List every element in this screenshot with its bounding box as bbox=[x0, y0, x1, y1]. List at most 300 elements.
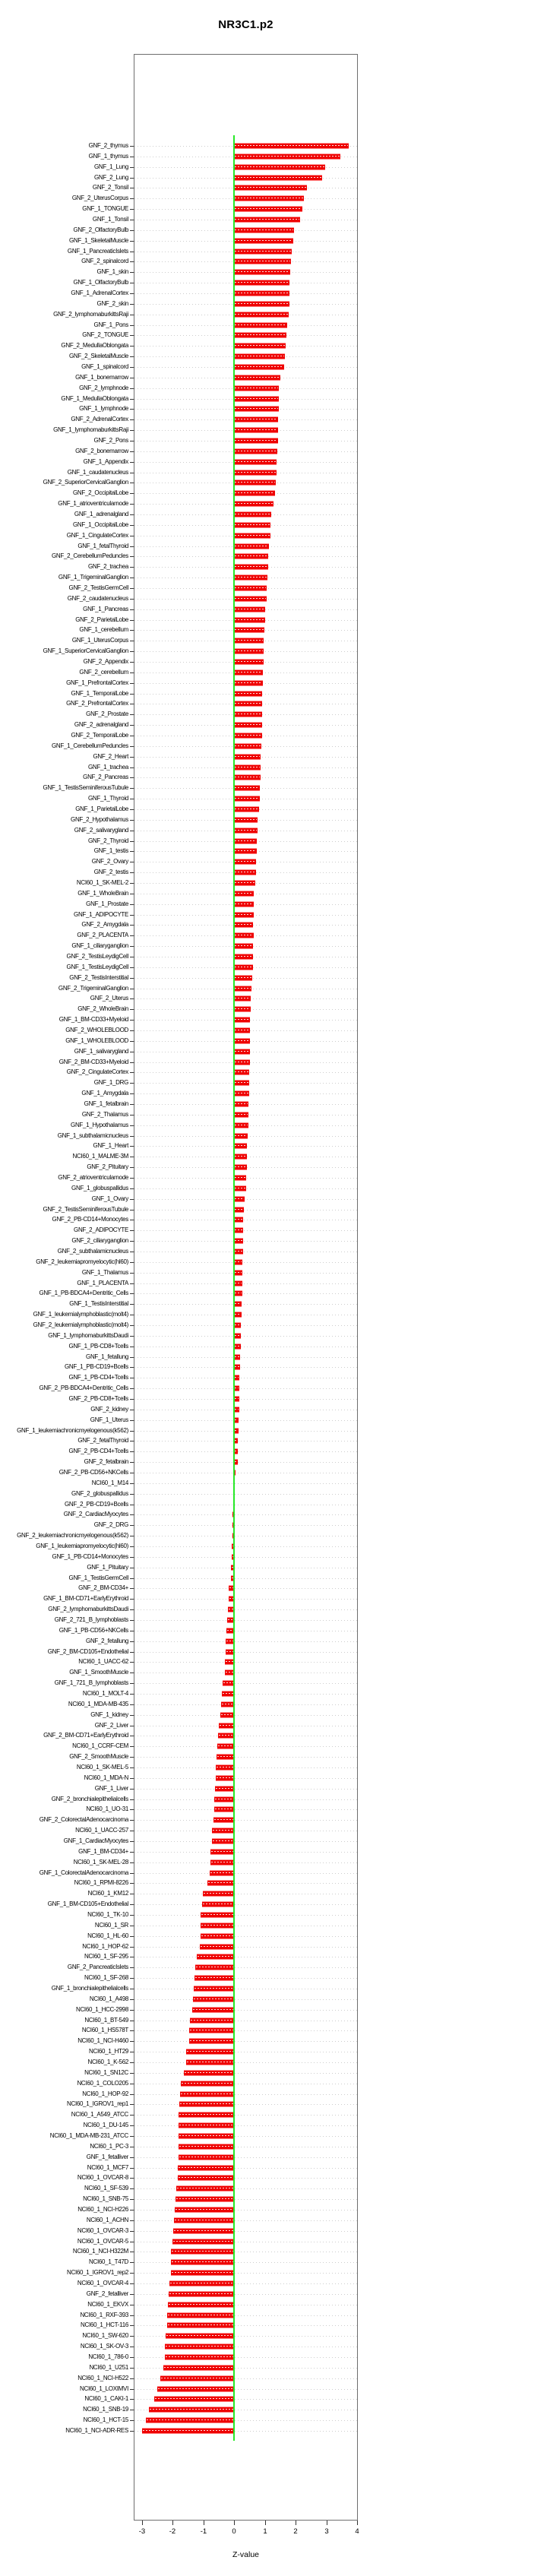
category-label: GNF_1_DRG bbox=[93, 1079, 128, 1087]
bar bbox=[234, 806, 259, 812]
category-label: GNF_1_thymus bbox=[88, 152, 128, 160]
bar bbox=[234, 606, 264, 612]
bar bbox=[234, 1354, 240, 1360]
category-label: GNF_2_lymphnode bbox=[79, 384, 128, 391]
bar bbox=[234, 269, 290, 275]
y-tick bbox=[130, 1778, 134, 1779]
gridline bbox=[134, 2231, 357, 2232]
category-label: GNF_2_TestisGermCell bbox=[68, 584, 128, 591]
bar bbox=[234, 711, 262, 717]
category-label: GNF_2_atrioventricularnode bbox=[58, 1173, 128, 1181]
y-tick bbox=[130, 1020, 134, 1021]
bar bbox=[186, 2049, 234, 2055]
bar bbox=[179, 2144, 235, 2150]
bar bbox=[234, 680, 263, 686]
y-tick bbox=[130, 261, 134, 262]
y-tick bbox=[130, 1757, 134, 1758]
bar bbox=[201, 1923, 234, 1929]
category-label: NCI60_1_HL-60 bbox=[87, 1932, 128, 1939]
category-label: GNF_1_Pons bbox=[93, 321, 128, 328]
bar bbox=[234, 364, 283, 370]
category-label: GNF_1_spinalcord bbox=[81, 362, 128, 370]
gridline bbox=[134, 1978, 357, 1979]
bar bbox=[234, 733, 262, 739]
category-label: GNF_2_fetalliver bbox=[86, 2290, 128, 2297]
bar bbox=[169, 2280, 235, 2286]
y-tick bbox=[130, 356, 134, 357]
y-tick bbox=[130, 1104, 134, 1105]
y-tick bbox=[130, 1494, 134, 1495]
category-label: GNF_2_CingulateCortex bbox=[66, 1068, 128, 1076]
y-tick bbox=[130, 2010, 134, 2011]
y-tick bbox=[130, 1188, 134, 1189]
gridline bbox=[134, 1778, 357, 1779]
y-tick bbox=[130, 2399, 134, 2400]
y-tick bbox=[130, 1978, 134, 1979]
bar bbox=[234, 227, 293, 233]
bar bbox=[184, 2070, 234, 2076]
category-label: GNF_1_TemporalLobe bbox=[71, 689, 128, 697]
x-tick-label: 2 bbox=[293, 2527, 298, 2536]
category-label: NCI60_1_SF-268 bbox=[84, 1974, 128, 1982]
y-tick bbox=[130, 209, 134, 210]
gridline bbox=[134, 1462, 357, 1463]
gridline bbox=[134, 1809, 357, 1810]
y-tick bbox=[130, 2378, 134, 2379]
y-tick bbox=[130, 198, 134, 199]
y-tick bbox=[130, 493, 134, 494]
bar bbox=[234, 1080, 249, 1086]
y-tick bbox=[130, 1578, 134, 1579]
bar bbox=[171, 2248, 234, 2255]
category-label: NCI60_1_HT29 bbox=[89, 2048, 128, 2055]
bar bbox=[234, 238, 293, 244]
y-tick bbox=[130, 1125, 134, 1126]
bar bbox=[178, 2165, 234, 2171]
x-tick bbox=[357, 2521, 358, 2525]
bar bbox=[234, 828, 257, 834]
bar bbox=[234, 143, 349, 149]
category-label: NCI60_1_T47D bbox=[89, 2258, 128, 2266]
y-tick bbox=[130, 1841, 134, 1842]
gridline bbox=[134, 1199, 357, 1200]
chart-title: NR3C1.p2 bbox=[218, 18, 274, 31]
gridline bbox=[134, 2273, 357, 2274]
y-tick bbox=[130, 1336, 134, 1337]
category-label: GNF_2_Heart bbox=[93, 752, 128, 760]
category-label: GNF_1_testis bbox=[93, 847, 128, 855]
gridline bbox=[134, 1399, 357, 1400]
category-label: GNF_2_DRG bbox=[93, 1521, 128, 1529]
bar bbox=[194, 1975, 234, 1981]
y-tick bbox=[130, 272, 134, 273]
y-tick bbox=[130, 230, 134, 231]
y-tick bbox=[130, 1873, 134, 1874]
category-label: GNF_1_ciliaryganglion bbox=[71, 942, 128, 950]
category-label: NCI60_1_BT-549 bbox=[84, 2016, 128, 2024]
y-tick bbox=[130, 746, 134, 747]
y-tick bbox=[130, 1030, 134, 1031]
category-label: GNF_1_PB-CD14+Monocytes bbox=[52, 1552, 128, 1560]
y-tick bbox=[130, 1546, 134, 1547]
y-tick bbox=[130, 556, 134, 557]
bar bbox=[234, 1196, 245, 1202]
y-tick bbox=[130, 146, 134, 147]
category-label: GNF_1_Thyroid bbox=[87, 795, 128, 802]
bar bbox=[210, 1859, 234, 1866]
bar bbox=[234, 764, 261, 771]
bar bbox=[234, 448, 277, 454]
category-label: GNF_1_subthalamicnucleus bbox=[57, 1131, 128, 1139]
category-label: GNF_1_fetalliver bbox=[86, 2153, 128, 2160]
category-label: GNF_2_Thalamus bbox=[81, 1110, 128, 1118]
y-tick bbox=[130, 1146, 134, 1147]
y-tick bbox=[130, 683, 134, 684]
y-tick bbox=[130, 1652, 134, 1653]
bar bbox=[234, 175, 322, 181]
category-label: GNF_1_TestisGermCell bbox=[68, 1574, 128, 1581]
category-label: GNF_1_PancreaticIslets bbox=[67, 247, 128, 255]
bar bbox=[167, 2322, 235, 2328]
category-label: GNF_1_BM-CD71+EarlyErythroid bbox=[43, 1595, 128, 1603]
gridline bbox=[134, 1367, 357, 1368]
x-tick bbox=[234, 2521, 235, 2525]
bar bbox=[234, 1207, 244, 1213]
category-label: GNF_2_Lung bbox=[93, 173, 128, 181]
bar bbox=[234, 1248, 243, 1255]
gridline bbox=[134, 1304, 357, 1305]
category-label: NCI60_1_HCT-15 bbox=[83, 2416, 128, 2424]
category-label: GNF_2_cerebellum bbox=[79, 668, 128, 676]
bar bbox=[234, 258, 290, 264]
bar bbox=[214, 1796, 234, 1802]
bar bbox=[234, 617, 264, 623]
y-tick bbox=[130, 514, 134, 515]
gridline bbox=[134, 1620, 357, 1621]
gridline bbox=[134, 1293, 357, 1294]
category-label: GNF_1_SkeletalMuscle bbox=[68, 236, 128, 244]
category-label: GNF_2_TestisInterstitial bbox=[69, 973, 128, 981]
y-tick bbox=[130, 1230, 134, 1231]
x-tick-label: -3 bbox=[138, 2527, 146, 2536]
bar bbox=[234, 891, 254, 897]
bar bbox=[171, 2270, 235, 2276]
gridline bbox=[134, 2073, 357, 2074]
bar bbox=[234, 1375, 239, 1381]
y-tick bbox=[130, 2431, 134, 2432]
bar bbox=[179, 2122, 234, 2128]
y-tick bbox=[130, 1936, 134, 1937]
bar bbox=[168, 2302, 234, 2308]
y-tick bbox=[130, 1388, 134, 1389]
category-label: NCI60_1_MOLT-4 bbox=[82, 1689, 128, 1697]
y-tick bbox=[130, 1704, 134, 1705]
bar bbox=[234, 1280, 242, 1286]
y-tick bbox=[130, 409, 134, 410]
gridline bbox=[134, 1820, 357, 1821]
category-label: GNF_1_BM-CD105+Endothelial bbox=[47, 1900, 128, 1908]
category-label: GNF_1_Pancreas bbox=[83, 605, 128, 612]
category-label: GNF_1_TONGUE bbox=[82, 205, 128, 213]
y-tick bbox=[130, 588, 134, 589]
category-label: GNF_2_BM-CD71+EarlyErythroid bbox=[43, 1732, 128, 1739]
bar bbox=[173, 2228, 234, 2234]
bar bbox=[181, 2081, 234, 2087]
category-label: NCI60_1_LOXIMVI bbox=[80, 2385, 128, 2392]
category-label: GNF_1_PrefrontalCortex bbox=[66, 679, 128, 686]
bar bbox=[167, 2312, 234, 2318]
category-label: GNF_2_lymphomaburkittsRaji bbox=[53, 310, 128, 318]
y-tick bbox=[130, 2178, 134, 2179]
gridline bbox=[134, 2094, 357, 2095]
category-label: GNF_2_BM-CD33+Myeloid bbox=[58, 1058, 128, 1065]
bar bbox=[234, 353, 285, 359]
gridline bbox=[134, 2168, 357, 2169]
category-label: GNF_2_BM-CD34+ bbox=[78, 1584, 128, 1592]
gridline bbox=[134, 1420, 357, 1421]
category-label: GNF_1_ParietalLobe bbox=[75, 805, 128, 812]
y-tick bbox=[130, 1799, 134, 1800]
bar bbox=[234, 1322, 241, 1328]
bar bbox=[222, 1691, 234, 1697]
bar bbox=[189, 2038, 234, 2044]
x-tick-label: 0 bbox=[232, 2527, 236, 2536]
bar bbox=[174, 2217, 235, 2223]
y-tick bbox=[130, 546, 134, 547]
category-label: NCI60_1_MDA-MB-231_ATCC bbox=[49, 2131, 128, 2139]
bar bbox=[234, 1227, 243, 1233]
bar bbox=[234, 1270, 242, 1276]
y-tick bbox=[130, 1241, 134, 1242]
bar bbox=[234, 912, 254, 918]
bar bbox=[165, 2343, 234, 2350]
y-tick bbox=[130, 694, 134, 695]
bar bbox=[169, 2291, 234, 2297]
bar bbox=[234, 975, 252, 981]
y-tick bbox=[130, 1525, 134, 1526]
gridline bbox=[134, 1357, 357, 1358]
y-tick bbox=[130, 1641, 134, 1642]
category-label: GNF_1_TrigeminalGanglion bbox=[58, 574, 128, 581]
gridline bbox=[134, 2136, 357, 2137]
category-label: NCI60_1_OVCAR-3 bbox=[77, 2226, 128, 2234]
category-label: GNF_2_caudatenucleus bbox=[67, 594, 128, 602]
gridline bbox=[134, 2220, 357, 2221]
category-label: GNF_1_skin bbox=[96, 268, 128, 276]
y-tick bbox=[130, 851, 134, 852]
category-label: GNF_1_Pituitary bbox=[87, 1563, 128, 1571]
category-label: NCI60_1_A549_ATCC bbox=[71, 2111, 128, 2119]
category-label: GNF_1_OccipitalLobe bbox=[72, 521, 128, 528]
bar bbox=[190, 2017, 234, 2024]
bar bbox=[195, 1964, 235, 1970]
category-label: NCI60_1_SR bbox=[94, 1921, 128, 1929]
gridline bbox=[134, 1947, 357, 1948]
category-label: GNF_1_PB-BDCA4+Dentritic_Cells bbox=[39, 1290, 128, 1297]
category-label: GNF_2_adrenalgland bbox=[74, 721, 128, 729]
bar bbox=[234, 1333, 240, 1339]
gridline bbox=[134, 1273, 357, 1274]
bar bbox=[160, 2375, 234, 2381]
gridline bbox=[134, 1546, 357, 1547]
category-label: GNF_2_Pons bbox=[93, 436, 128, 444]
y-tick bbox=[130, 346, 134, 347]
bar bbox=[234, 1112, 248, 1118]
category-label: GNF_1_kidney bbox=[90, 1710, 128, 1718]
bar bbox=[234, 1143, 247, 1149]
category-label: GNF_2_UterusCorpus bbox=[71, 195, 128, 202]
plot-area bbox=[134, 54, 358, 2521]
gridline bbox=[134, 2157, 357, 2158]
category-label: NCI60_1_MDA-MB-435 bbox=[68, 1700, 128, 1707]
category-label: NCI60_1_EKVX bbox=[87, 2300, 128, 2308]
bar bbox=[234, 964, 252, 970]
category-label: GNF_1_BM-CD34+ bbox=[78, 1847, 128, 1855]
bar bbox=[234, 785, 260, 791]
category-label: GNF_2_Thyroid bbox=[87, 837, 128, 844]
y-tick bbox=[130, 651, 134, 652]
category-label: NCI60_1_RPMI-8226 bbox=[74, 1879, 128, 1887]
gridline bbox=[134, 1599, 357, 1600]
category-label: NCI60_1_786-0 bbox=[88, 2353, 128, 2360]
bar bbox=[234, 995, 251, 1002]
category-label: GNF_2_spinalcord bbox=[81, 258, 128, 265]
category-label: GNF_2_PLACENTA bbox=[77, 932, 128, 939]
category-label: NCI60_1_MALME-3M bbox=[72, 1153, 128, 1160]
bar bbox=[179, 2101, 234, 2107]
category-label: GNF_1_Liver bbox=[94, 1784, 128, 1792]
bar bbox=[234, 1049, 249, 1055]
y-tick bbox=[130, 1431, 134, 1432]
category-label: GNF_1_Appendix bbox=[83, 457, 128, 465]
category-label: GNF_1_fetalThyroid bbox=[77, 542, 128, 549]
bar bbox=[234, 185, 307, 191]
category-label: GNF_2_PB-CD19+Bcells bbox=[64, 1500, 128, 1508]
y-tick bbox=[130, 935, 134, 936]
category-label: GNF_2_fetalThyroid bbox=[77, 1437, 128, 1445]
category-label: NCI60_1_NCI-ADR-RES bbox=[65, 2426, 128, 2434]
category-label: GNF_2_TONGUE bbox=[82, 331, 128, 339]
gridline bbox=[134, 1746, 357, 1747]
bar bbox=[234, 659, 263, 665]
category-label: GNF_2_leukemiachronicmyelogenous(k562) bbox=[17, 1532, 128, 1540]
bar bbox=[234, 280, 289, 286]
bar bbox=[175, 2196, 234, 2202]
y-tick bbox=[130, 925, 134, 926]
category-label: GNF_2_PB-CD4+Tcells bbox=[68, 1448, 128, 1455]
category-label: GNF_1_Prostate bbox=[86, 900, 128, 907]
category-label: GNF_1_MedullaOblongata bbox=[61, 394, 128, 402]
category-label: NCI60_1_M14 bbox=[91, 1479, 128, 1486]
bar bbox=[207, 1880, 234, 1886]
y-tick bbox=[130, 1399, 134, 1400]
bar bbox=[176, 2185, 234, 2191]
bar bbox=[234, 848, 257, 854]
y-tick bbox=[130, 946, 134, 947]
gridline bbox=[134, 1873, 357, 1874]
y-tick bbox=[130, 2389, 134, 2390]
category-label: GNF_2_Pituitary bbox=[87, 1163, 128, 1171]
y-tick bbox=[130, 1136, 134, 1137]
gridline bbox=[134, 2030, 357, 2031]
y-tick bbox=[130, 883, 134, 884]
gridline bbox=[134, 1852, 357, 1853]
category-label: GNF_1_trachea bbox=[87, 763, 128, 771]
bar bbox=[234, 522, 270, 528]
y-tick bbox=[130, 2283, 134, 2284]
category-label: GNF_2_AdrenalCortex bbox=[71, 416, 128, 423]
bar bbox=[234, 754, 261, 760]
gridline bbox=[134, 1757, 357, 1758]
bar bbox=[234, 501, 274, 507]
y-tick bbox=[130, 777, 134, 778]
category-label: NCI60_1_COLO205 bbox=[77, 2079, 128, 2087]
category-label: GNF_1_Amygdala bbox=[81, 1090, 128, 1097]
gridline bbox=[134, 1862, 357, 1863]
bar bbox=[234, 838, 257, 844]
y-tick bbox=[130, 367, 134, 368]
category-label: GNF_1_cerebellum bbox=[79, 626, 128, 634]
category-label: NCI60_1_HS578T bbox=[81, 2027, 128, 2034]
bar bbox=[234, 986, 251, 992]
category-label: GNF_2_skin bbox=[96, 299, 128, 307]
category-label: GNF_1_721_B_lymphoblasts bbox=[54, 1679, 128, 1687]
category-label: GNF_1_Heart bbox=[93, 1142, 128, 1150]
bar bbox=[234, 954, 252, 960]
category-label: GNF_2_ADIPOCYTE bbox=[74, 1226, 128, 1234]
y-tick bbox=[130, 2273, 134, 2274]
bar bbox=[234, 153, 340, 160]
gridline bbox=[134, 2188, 357, 2189]
bar bbox=[234, 627, 264, 633]
y-tick bbox=[130, 2125, 134, 2126]
category-label: GNF_2_Liver bbox=[94, 1721, 128, 1729]
y-tick bbox=[130, 1852, 134, 1853]
gridline bbox=[134, 2294, 357, 2295]
category-label: GNF_2_SkeletalMuscle bbox=[68, 353, 128, 360]
gridline bbox=[134, 2062, 357, 2063]
category-label: GNF_1_CerebellumPeduncles bbox=[51, 742, 128, 749]
gridline bbox=[134, 2178, 357, 2179]
category-label: GNF_1_PB-CD19+Bcells bbox=[64, 1363, 128, 1371]
bar bbox=[194, 1986, 234, 1992]
bar bbox=[179, 2154, 235, 2160]
category-label: GNF_1_CingulateCortex bbox=[66, 531, 128, 539]
bar bbox=[234, 1017, 250, 1023]
bar bbox=[234, 574, 267, 581]
y-tick bbox=[130, 1367, 134, 1368]
gridline bbox=[134, 2262, 357, 2263]
y-tick bbox=[130, 1809, 134, 1810]
category-label: GNF_1_fetallung bbox=[86, 1353, 128, 1360]
category-label: NCI60_1_NCI-H460 bbox=[77, 2037, 128, 2045]
y-tick bbox=[130, 1820, 134, 1821]
y-tick bbox=[130, 2104, 134, 2105]
category-label: NCI60_1_SW-620 bbox=[82, 2332, 128, 2340]
bar bbox=[234, 533, 270, 539]
category-label: NCI60_1_UO-31 bbox=[86, 1805, 128, 1813]
category-label: GNF_1_SmoothMuscle bbox=[69, 1669, 128, 1676]
y-tick bbox=[130, 2094, 134, 2095]
y-tick bbox=[130, 167, 134, 168]
gridline bbox=[134, 1704, 357, 1705]
category-label: GNF_2_PancreaticIslets bbox=[67, 1964, 128, 1971]
category-label: GNF_2_OlfactoryBulb bbox=[73, 226, 128, 233]
bar bbox=[234, 479, 276, 486]
y-tick bbox=[130, 1947, 134, 1948]
category-label: NCI60_1_ACHN bbox=[86, 2216, 128, 2223]
category-label: GNF_2_PB-CD56+NKCells bbox=[58, 1468, 128, 1476]
